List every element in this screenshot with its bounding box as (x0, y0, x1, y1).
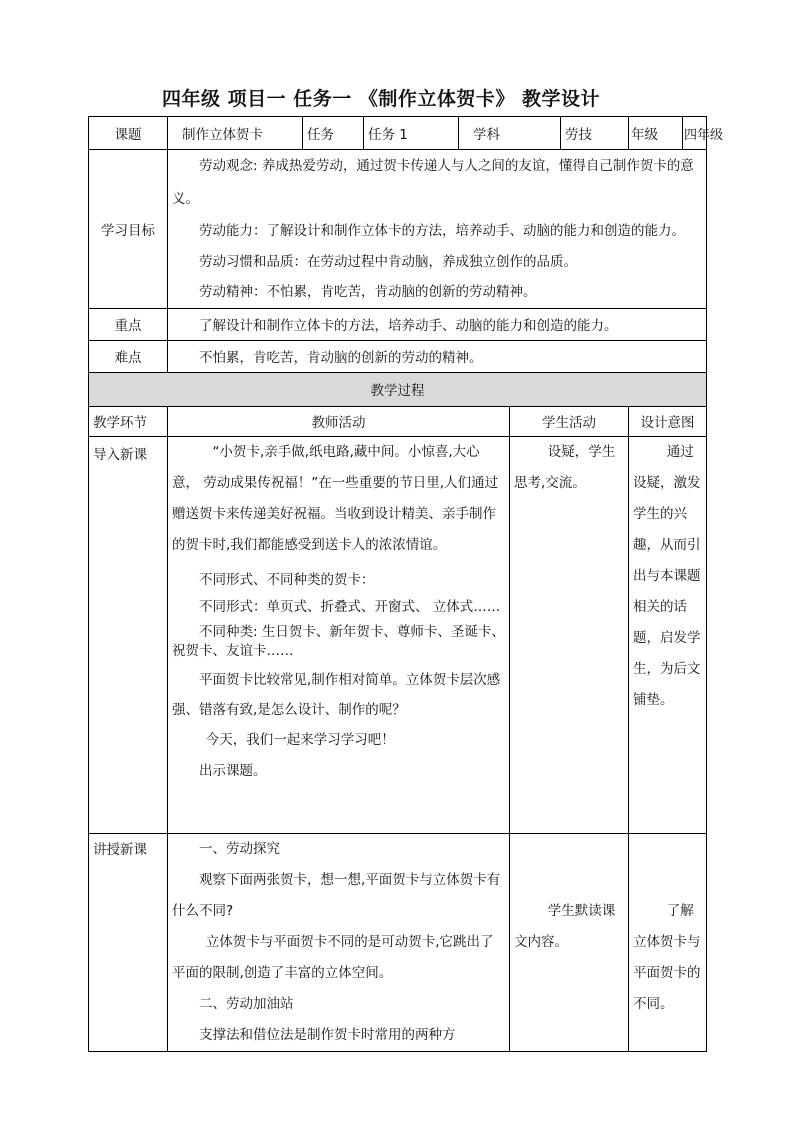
page-title: 四年级 项目一 任务一 《制作立体贺卡》 教学设计 (162, 88, 600, 110)
grade-label: 年级 (629, 117, 683, 150)
teach-h1: 一、劳动探究 (199, 840, 280, 857)
key-point-text: 了解设计和制作立体卡的方法，培养动手、动脑的能力和创造的能力。 (168, 308, 707, 340)
difficulty-label: 难点 (89, 340, 168, 372)
task-label: 任务 (303, 117, 364, 150)
teach-h2: 二、劳动加油站 (199, 995, 294, 1012)
teach-p2: 立体贺卡与平面贺卡不同的是可动贺卡,它跳出了平面的限制,创造了丰富的立体空间。 (172, 933, 494, 981)
teach-intent (629, 833, 707, 1051)
objective-item: 劳动习惯和品质：在劳动过程中肯动脑，养成独立创作的品质。 (199, 253, 577, 270)
intro-kinds: 不同种类: 生日贺卡、新年贺卡、尊师卡、圣诞卡、祝贺卡、友谊卡…… (172, 623, 505, 659)
intro-forms: 不同形式：单页式、折叠式、开窗式、 立体式…… (199, 598, 501, 615)
teach-intent-text: 了解立体贺卡与平面贺卡的不同。 (633, 902, 701, 1012)
key-point-row (89, 308, 707, 340)
col-intent: 设计意图 (629, 406, 707, 436)
intro-today: 今天，我们一起来学习学习吧！ (205, 731, 395, 748)
intro-intent-text: 通过设疑，激发学生的兴趣，从而引出与本课题相关的话题，启发学生，为后文铺垫。 (633, 443, 701, 708)
teach-student (510, 833, 629, 1051)
intro-stage: 导入新课 (89, 436, 168, 833)
intro-show: 出示课题。 (199, 762, 267, 779)
key-point-label: 重点 (89, 308, 168, 340)
intro-row (89, 436, 707, 833)
intro-student-text: 设疑，学生思考,交流。 (514, 443, 616, 491)
teach-row (89, 833, 707, 1051)
objectives-label: 学习目标 (89, 150, 168, 309)
intro-student (510, 436, 629, 833)
topic-value: 制作立体贺卡 (168, 117, 303, 150)
intro-teacher (168, 436, 510, 833)
subject-value: 劳技 (561, 117, 629, 150)
task-value: 任务 1 (364, 117, 459, 150)
intro-compare: 平面贺卡比较常见,制作相对简单。立体贺卡层次感强、错落有致,是怎么设计、制作的呢？ (172, 671, 501, 718)
info-row (89, 117, 707, 150)
intro-intent (629, 436, 707, 833)
subject-label: 学科 (459, 117, 561, 150)
process-header-row (89, 372, 707, 406)
col-teacher: 教师活动 (168, 406, 510, 436)
teach-teacher (168, 833, 510, 1051)
teach-p3: 支撑法和借位法是制作贺卡时常用的两种方 (199, 1026, 456, 1043)
col-stage: 教学环节 (89, 406, 168, 436)
difficulty-text: 不怕累，肯吃苦，肯动脑的创新的劳动的精神。 (168, 340, 707, 372)
teach-student-text: 学生默读课文内容。 (514, 902, 616, 950)
lesson-plan-table (88, 116, 724, 1052)
objective-item: 劳动精神：不怕累，肯吃苦，肯动脑的创新的劳动精神。 (199, 284, 537, 300)
objectives-row (89, 150, 707, 309)
topic-label: 课题 (89, 117, 168, 150)
process-header: 教学过程 (89, 372, 707, 406)
objective-item: 劳动观念: 养成热爱劳动，通过贺卡传递人与人之间的友谊，懂得自己制作贺卡的意义。 (172, 158, 694, 207)
column-header-row (89, 406, 707, 436)
intro-quote: “小贺卡,亲手做,纸电路,藏中间。小惊喜,大心意， 劳动成果传祝福！”在一些重要的节日里,人们通过赠送贺卡来传递美好祝福。当收到设计精美、亲手制作的贺卡时,我们都能感受到送卡人的浓浓情谊。 (172, 443, 499, 553)
objective-item: 劳动能力：了解设计和制作立体卡的方法，培养动手、动脑的能力和创造的能力。 (199, 223, 685, 239)
teach-stage: 讲授新课 (89, 833, 168, 1051)
grade-value: 四年级 (683, 117, 707, 150)
col-student: 学生活动 (510, 406, 629, 436)
teach-p1: 观察下面两张贺卡，想一想,平面贺卡与立体贺卡有什么不同? (172, 871, 501, 919)
difficulty-row (89, 340, 707, 372)
objectives-cell (168, 150, 707, 309)
intro-forms-title: 不同形式、不同种类的贺卡： (199, 571, 375, 588)
